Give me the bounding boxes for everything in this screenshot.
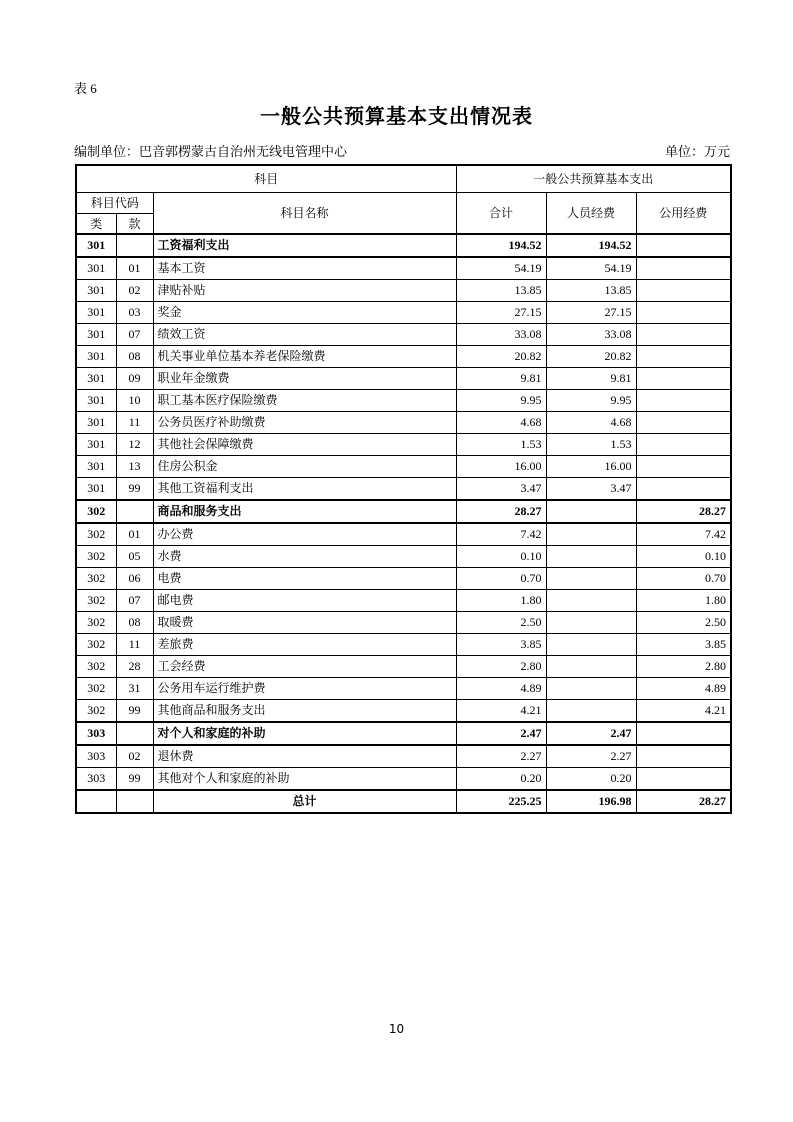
table-row bbox=[76, 257, 731, 280]
cell-section-code: 11 bbox=[116, 412, 153, 434]
cell-public bbox=[636, 234, 731, 257]
header-row-group bbox=[76, 165, 731, 192]
cell-total: 225.25 bbox=[456, 790, 546, 813]
table-row bbox=[76, 590, 731, 612]
cell-total: 2.27 bbox=[456, 745, 546, 768]
table-row bbox=[76, 745, 731, 768]
cell-section-code bbox=[116, 500, 153, 523]
cell-public bbox=[636, 324, 731, 346]
cell-section-code: 11 bbox=[116, 634, 153, 656]
cell-section-code bbox=[116, 234, 153, 257]
cell-subject-name: 住房公积金 bbox=[153, 456, 456, 478]
cell-total: 9.81 bbox=[456, 368, 546, 390]
cell-personnel: 4.68 bbox=[546, 412, 636, 434]
cell-personnel bbox=[546, 500, 636, 523]
table-header bbox=[76, 165, 731, 234]
cell-subject-name: 公务用车运行维护费 bbox=[153, 678, 456, 700]
cell-personnel: 13.85 bbox=[546, 280, 636, 302]
header-subject: 科目 bbox=[76, 165, 456, 192]
header-public: 公用经费 bbox=[636, 192, 731, 234]
cell-personnel bbox=[546, 590, 636, 612]
cell-class-code: 302 bbox=[76, 590, 116, 612]
cell-personnel bbox=[546, 656, 636, 678]
cell-subject-name: 总计 bbox=[153, 790, 456, 813]
cell-subject-name: 其他社会保障缴费 bbox=[153, 434, 456, 456]
cell-class-code: 302 bbox=[76, 500, 116, 523]
table-row bbox=[76, 768, 731, 791]
cell-subject-name: 公务员医疗补助缴费 bbox=[153, 412, 456, 434]
cell-class-code: 301 bbox=[76, 456, 116, 478]
cell-public bbox=[636, 390, 731, 412]
cell-subject-name: 其他商品和服务支出 bbox=[153, 700, 456, 723]
cell-total: 20.82 bbox=[456, 346, 546, 368]
cell-public: 0.70 bbox=[636, 568, 731, 590]
header-subject-name: 科目名称 bbox=[153, 192, 456, 234]
cell-total: 0.10 bbox=[456, 546, 546, 568]
cell-class-code: 303 bbox=[76, 722, 116, 745]
cell-total: 54.19 bbox=[456, 257, 546, 280]
cell-subject-name: 办公费 bbox=[153, 523, 456, 546]
table-row bbox=[76, 390, 731, 412]
cell-section-code: 07 bbox=[116, 324, 153, 346]
cell-public: 7.42 bbox=[636, 523, 731, 546]
cell-section-code: 02 bbox=[116, 745, 153, 768]
table-row bbox=[76, 412, 731, 434]
cell-personnel: 20.82 bbox=[546, 346, 636, 368]
cell-total: 28.27 bbox=[456, 500, 546, 523]
cell-section-code: 28 bbox=[116, 656, 153, 678]
page-title: 一般公共预算基本支出情况表 bbox=[260, 106, 533, 128]
cell-class-code: 302 bbox=[76, 568, 116, 590]
cell-total: 7.42 bbox=[456, 523, 546, 546]
cell-section-code: 99 bbox=[116, 478, 153, 501]
cell-subject-name: 差旅费 bbox=[153, 634, 456, 656]
cell-public bbox=[636, 456, 731, 478]
table-row bbox=[76, 700, 731, 723]
table-row bbox=[76, 722, 731, 745]
cell-public: 2.50 bbox=[636, 612, 731, 634]
cell-public bbox=[636, 368, 731, 390]
cell-total: 4.89 bbox=[456, 678, 546, 700]
cell-personnel bbox=[546, 546, 636, 568]
cell-subject-name: 机关事业单位基本养老保险缴费 bbox=[153, 346, 456, 368]
cell-total: 27.15 bbox=[456, 302, 546, 324]
cell-total: 33.08 bbox=[456, 324, 546, 346]
cell-public bbox=[636, 768, 731, 791]
cell-public bbox=[636, 280, 731, 302]
cell-public: 28.27 bbox=[636, 500, 731, 523]
cell-class-code: 302 bbox=[76, 656, 116, 678]
header-budget-group: 一般公共预算基本支出 bbox=[456, 165, 731, 192]
cell-subject-name: 水费 bbox=[153, 546, 456, 568]
header-class: 类 bbox=[76, 213, 116, 234]
cell-class-code: 303 bbox=[76, 768, 116, 791]
cell-personnel: 2.27 bbox=[546, 745, 636, 768]
header-row-mid bbox=[76, 192, 731, 213]
cell-class-code: 301 bbox=[76, 478, 116, 501]
cell-total: 3.85 bbox=[456, 634, 546, 656]
cell-subject-name: 取暖费 bbox=[153, 612, 456, 634]
cell-subject-name: 工会经费 bbox=[153, 656, 456, 678]
cell-subject-name: 电费 bbox=[153, 568, 456, 590]
cell-public: 2.80 bbox=[636, 656, 731, 678]
cell-section-code: 08 bbox=[116, 612, 153, 634]
table-row bbox=[76, 368, 731, 390]
cell-class-code: 301 bbox=[76, 302, 116, 324]
cell-personnel: 9.81 bbox=[546, 368, 636, 390]
cell-subject-name: 其他工资福利支出 bbox=[153, 478, 456, 501]
budget-table bbox=[75, 164, 732, 814]
cell-class-code: 301 bbox=[76, 368, 116, 390]
table-row bbox=[76, 302, 731, 324]
cell-section-code: 06 bbox=[116, 568, 153, 590]
cell-section-code: 08 bbox=[116, 346, 153, 368]
cell-subject-name: 其他对个人和家庭的补助 bbox=[153, 768, 456, 791]
table-row bbox=[76, 324, 731, 346]
unit-label: 单位：万元 bbox=[664, 144, 730, 159]
cell-total: 2.80 bbox=[456, 656, 546, 678]
cell-personnel bbox=[546, 612, 636, 634]
cell-class-code: 303 bbox=[76, 745, 116, 768]
cell-personnel: 27.15 bbox=[546, 302, 636, 324]
cell-subject-name: 商品和服务支出 bbox=[153, 500, 456, 523]
cell-subject-name: 基本工资 bbox=[153, 257, 456, 280]
table-row bbox=[76, 346, 731, 368]
cell-subject-name: 工资福利支出 bbox=[153, 234, 456, 257]
cell-section-code: 03 bbox=[116, 302, 153, 324]
cell-personnel: 3.47 bbox=[546, 478, 636, 501]
cell-public bbox=[636, 302, 731, 324]
cell-subject-name: 奖金 bbox=[153, 302, 456, 324]
cell-section-code: 31 bbox=[116, 678, 153, 700]
cell-personnel bbox=[546, 678, 636, 700]
cell-personnel: 2.47 bbox=[546, 722, 636, 745]
cell-subject-name: 职业年金缴费 bbox=[153, 368, 456, 390]
table-body bbox=[76, 234, 731, 813]
cell-total: 2.50 bbox=[456, 612, 546, 634]
cell-class-code: 302 bbox=[76, 700, 116, 723]
table-row bbox=[76, 612, 731, 634]
cell-personnel: 33.08 bbox=[546, 324, 636, 346]
cell-total: 1.53 bbox=[456, 434, 546, 456]
cell-class-code: 302 bbox=[76, 678, 116, 700]
cell-personnel: 196.98 bbox=[546, 790, 636, 813]
cell-public: 1.80 bbox=[636, 590, 731, 612]
cell-subject-name: 退休费 bbox=[153, 745, 456, 768]
cell-section-code: 13 bbox=[116, 456, 153, 478]
cell-class-code: 301 bbox=[76, 434, 116, 456]
cell-total: 3.47 bbox=[456, 478, 546, 501]
table-row bbox=[76, 434, 731, 456]
cell-class-code bbox=[76, 790, 116, 813]
cell-section-code: 09 bbox=[116, 368, 153, 390]
cell-public bbox=[636, 412, 731, 434]
cell-class-code: 301 bbox=[76, 390, 116, 412]
cell-class-code: 301 bbox=[76, 280, 116, 302]
cell-public bbox=[636, 478, 731, 501]
cell-public bbox=[636, 257, 731, 280]
table-row bbox=[76, 678, 731, 700]
table-row bbox=[76, 234, 731, 257]
cell-class-code: 301 bbox=[76, 234, 116, 257]
cell-class-code: 301 bbox=[76, 346, 116, 368]
cell-total: 2.47 bbox=[456, 722, 546, 745]
cell-section-code: 10 bbox=[116, 390, 153, 412]
cell-section-code bbox=[116, 790, 153, 813]
cell-class-code: 301 bbox=[76, 257, 116, 280]
cell-total: 1.80 bbox=[456, 590, 546, 612]
cell-section-code: 01 bbox=[116, 523, 153, 546]
cell-public: 3.85 bbox=[636, 634, 731, 656]
cell-total: 0.70 bbox=[456, 568, 546, 590]
cell-personnel bbox=[546, 523, 636, 546]
cell-total: 13.85 bbox=[456, 280, 546, 302]
cell-public: 4.21 bbox=[636, 700, 731, 723]
cell-personnel: 16.00 bbox=[546, 456, 636, 478]
table-row bbox=[76, 656, 731, 678]
cell-personnel: 9.95 bbox=[546, 390, 636, 412]
table-row bbox=[76, 634, 731, 656]
cell-public bbox=[636, 346, 731, 368]
cell-section-code: 07 bbox=[116, 590, 153, 612]
cell-section-code: 05 bbox=[116, 546, 153, 568]
cell-personnel: 54.19 bbox=[546, 257, 636, 280]
cell-personnel: 0.20 bbox=[546, 768, 636, 791]
table-row bbox=[76, 523, 731, 546]
cell-class-code: 302 bbox=[76, 546, 116, 568]
cell-section-code: 01 bbox=[116, 257, 153, 280]
table-row bbox=[76, 478, 731, 501]
cell-public bbox=[636, 434, 731, 456]
cell-personnel: 1.53 bbox=[546, 434, 636, 456]
cell-subject-name: 绩效工资 bbox=[153, 324, 456, 346]
cell-section-code: 12 bbox=[116, 434, 153, 456]
cell-class-code: 301 bbox=[76, 412, 116, 434]
info-line bbox=[74, 141, 730, 160]
cell-total: 16.00 bbox=[456, 456, 546, 478]
table-row bbox=[76, 500, 731, 523]
cell-total: 9.95 bbox=[456, 390, 546, 412]
cell-subject-name: 津贴补贴 bbox=[153, 280, 456, 302]
cell-section-code: 99 bbox=[116, 768, 153, 791]
cell-public bbox=[636, 722, 731, 745]
header-subject-code: 科目代码 bbox=[76, 192, 153, 213]
header-personnel: 人员经费 bbox=[546, 192, 636, 234]
cell-class-code: 302 bbox=[76, 612, 116, 634]
table-row bbox=[76, 280, 731, 302]
cell-class-code: 302 bbox=[76, 634, 116, 656]
page-number: 10 bbox=[388, 1022, 405, 1036]
cell-class-code: 301 bbox=[76, 324, 116, 346]
cell-personnel bbox=[546, 700, 636, 723]
cell-section-code bbox=[116, 722, 153, 745]
cell-subject-name: 对个人和家庭的补助 bbox=[153, 722, 456, 745]
table-number-label: 表 6 bbox=[74, 81, 97, 96]
table-row bbox=[76, 546, 731, 568]
cell-section-code: 99 bbox=[116, 700, 153, 723]
cell-public bbox=[636, 745, 731, 768]
cell-total: 0.20 bbox=[456, 768, 546, 791]
cell-personnel bbox=[546, 568, 636, 590]
prepared-by-label: 编制单位：巴音郭楞蒙古自治州无线电管理中心 bbox=[74, 144, 348, 159]
cell-subject-name: 职工基本医疗保险缴费 bbox=[153, 390, 456, 412]
cell-total: 194.52 bbox=[456, 234, 546, 257]
header-total: 合计 bbox=[456, 192, 546, 234]
table-row bbox=[76, 456, 731, 478]
table-row bbox=[76, 790, 731, 813]
cell-personnel: 194.52 bbox=[546, 234, 636, 257]
cell-total: 4.21 bbox=[456, 700, 546, 723]
cell-class-code: 302 bbox=[76, 523, 116, 546]
cell-section-code: 02 bbox=[116, 280, 153, 302]
cell-personnel bbox=[546, 634, 636, 656]
header-section: 款 bbox=[116, 213, 153, 234]
cell-total: 4.68 bbox=[456, 412, 546, 434]
cell-subject-name: 邮电费 bbox=[153, 590, 456, 612]
table-row bbox=[76, 568, 731, 590]
cell-public: 0.10 bbox=[636, 546, 731, 568]
cell-public: 4.89 bbox=[636, 678, 731, 700]
cell-public: 28.27 bbox=[636, 790, 731, 813]
